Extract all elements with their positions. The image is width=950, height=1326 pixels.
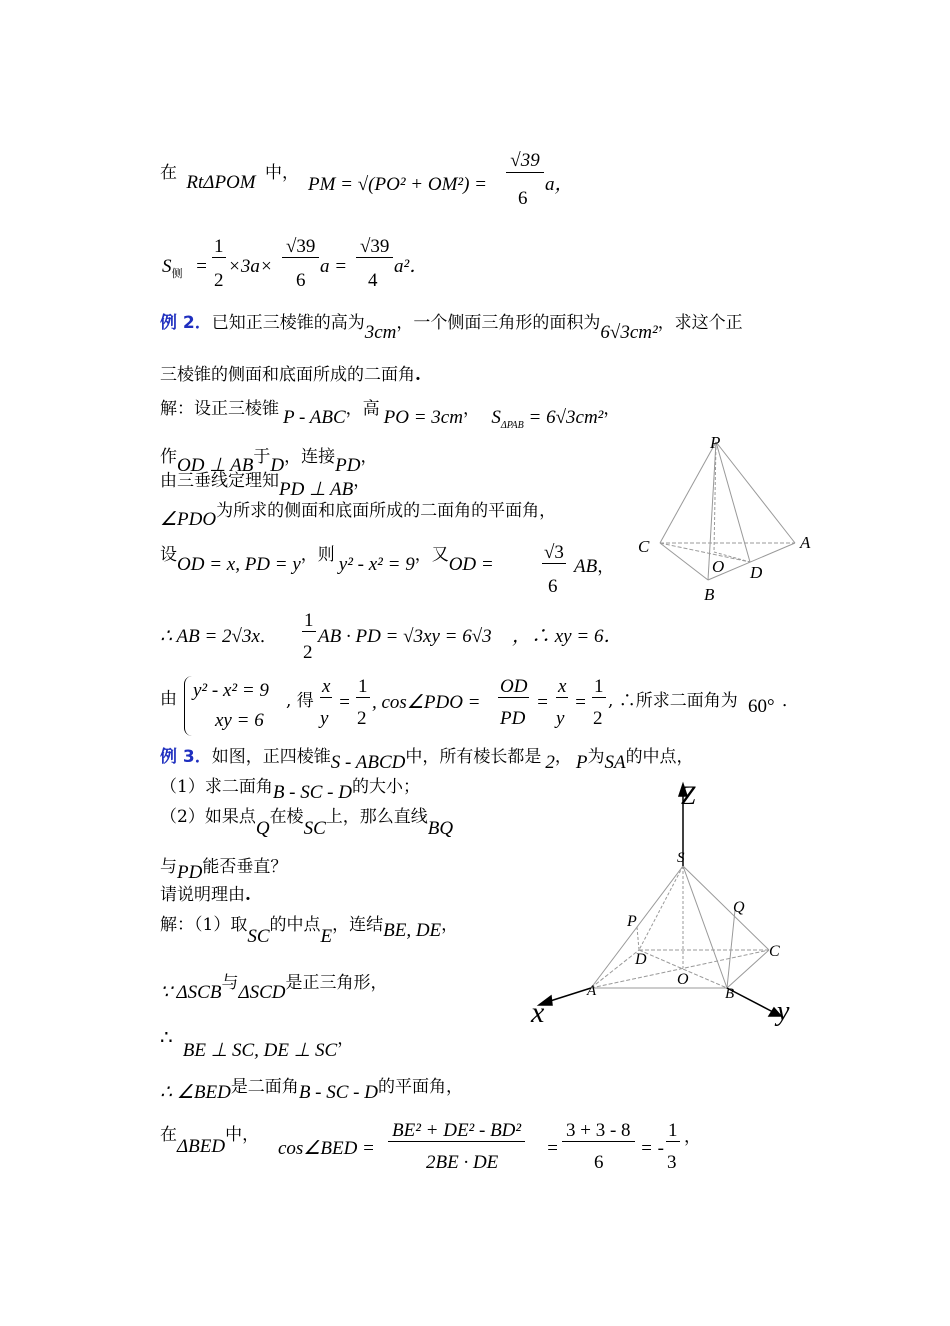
- text: 为所求的侧面和底面所成的二面角的平面角，: [216, 501, 557, 521]
- math: AB · PD = √3xy = 6√3: [318, 626, 492, 647]
- math: $S_{\Delta PAB} = 6√3cm^2$: [491, 407, 604, 431]
- math-a-eq: a =: [320, 256, 348, 277]
- edge-pd: [716, 442, 750, 562]
- math: ∵ ΔSCB: [160, 982, 222, 1003]
- math: PD: [177, 862, 203, 883]
- example-3-line1: [160, 746, 694, 773]
- label-d: D: [750, 563, 763, 582]
- math: P - ABC: [283, 407, 346, 428]
- math: ∴ ∠BED: [160, 1082, 231, 1103]
- math: ΔSCD: [238, 982, 286, 1003]
- label-o: O: [712, 557, 725, 576]
- label-p: P: [710, 433, 721, 452]
- text: 在: [160, 163, 177, 183]
- frac-den: 2: [593, 708, 603, 729]
- text: ，: [360, 447, 378, 467]
- frac-num: 1: [358, 676, 368, 697]
- equation-system: [182, 676, 269, 736]
- math-a: a，: [545, 174, 574, 195]
- frac-den: 6: [594, 1152, 604, 1173]
- math: OD ⊥ AB: [177, 455, 254, 476]
- edge-cd: [660, 543, 750, 562]
- math: S - ABCD: [330, 752, 406, 773]
- text: ，则: [300, 545, 335, 565]
- math-pm-expr: PM = √(PO² + OM²) =: [308, 174, 487, 195]
- text: 的中点，: [625, 747, 694, 767]
- frac-num: OD: [500, 676, 528, 697]
- text: 中，: [225, 1125, 260, 1145]
- text: （1）求二面角: [160, 777, 273, 797]
- text: 三棱锥的侧面和底面所成的二面角: [160, 365, 415, 385]
- sol2-line6: [160, 626, 277, 648]
- math: 60°: [748, 696, 775, 717]
- frac-denominator: 6: [518, 188, 528, 209]
- text: 作: [160, 447, 177, 467]
- frac-num: 1: [668, 1120, 678, 1141]
- frac-den: 2BE · DE: [426, 1152, 499, 1173]
- math: PD: [335, 455, 361, 476]
- math: ΔBED: [177, 1136, 226, 1157]
- sol2-line3: [160, 470, 371, 500]
- text: ．: [259, 627, 277, 647]
- math: BE ⊥ SC, DE ⊥ SC: [182, 1040, 338, 1061]
- math-times: ×3a×: [228, 256, 273, 277]
- frac-den: 6: [296, 270, 306, 291]
- label-c: C: [638, 537, 650, 556]
- math: =: [338, 692, 351, 713]
- label-x: x: [531, 996, 545, 1029]
- math-eq: =: [195, 256, 208, 277]
- math: Q: [255, 818, 270, 839]
- frac-den: 3: [667, 1152, 677, 1173]
- label-b: B: [725, 986, 735, 1002]
- frac-num: √39: [356, 236, 393, 258]
- example-2-line2: [160, 364, 421, 386]
- text: ，高: [345, 399, 380, 419]
- math-a2: a²．: [394, 256, 429, 277]
- sol3-line1: [160, 914, 459, 947]
- text: 中，所有棱长都是: [405, 747, 542, 767]
- example-label: 例 3．: [160, 747, 212, 767]
- x-axis: [547, 988, 591, 1002]
- frac-num: 1: [214, 236, 224, 257]
- sol2-line1: [160, 398, 621, 431]
- math: ，∴ xy = 6．: [512, 626, 623, 647]
- math: cos∠BED =: [278, 1138, 375, 1159]
- label-z: Z: [681, 781, 696, 810]
- text: ，连结: [332, 915, 384, 935]
- frac-num: 1: [594, 676, 604, 697]
- text: 与: [160, 857, 177, 877]
- math: y² - x² = 9: [193, 680, 269, 701]
- text: 能否垂直？: [202, 857, 288, 877]
- text: 与: [221, 973, 239, 993]
- sol3-line4: [160, 1076, 463, 1103]
- text: ，: [441, 915, 459, 935]
- example-2-line1: [160, 312, 743, 343]
- line-pm: [160, 162, 300, 193]
- label-b: B: [704, 585, 715, 604]
- math: ∠PDO: [160, 509, 217, 530]
- math: = -: [640, 1138, 664, 1159]
- label-y: y: [777, 996, 790, 1027]
- sol2-line4: [160, 500, 557, 530]
- text: 的大小；: [351, 777, 420, 797]
- edge-sd: [639, 866, 683, 950]
- text: ，: [554, 747, 572, 767]
- math: =: [574, 692, 587, 713]
- math: SA: [604, 752, 626, 773]
- math: xy = 6: [215, 710, 264, 731]
- text: 在棱: [269, 807, 304, 827]
- label-a: A: [587, 983, 597, 999]
- text: ，: [603, 399, 621, 419]
- label-d: D: [635, 951, 647, 968]
- edge-bc: [727, 950, 769, 988]
- label-a: A: [800, 533, 811, 552]
- text: 是正三角形，: [285, 973, 388, 993]
- text: , ∴所求二面角为: [608, 691, 738, 711]
- question-2: [160, 806, 454, 839]
- sol3-line3: [160, 1025, 355, 1061]
- text: 上，那么直线: [325, 807, 428, 827]
- edge-bq: [727, 910, 735, 988]
- frac-num: 1: [304, 610, 314, 631]
- frac-den: 2: [214, 270, 224, 291]
- text: 于: [253, 447, 271, 467]
- sol2-line2: [160, 446, 378, 476]
- text: ，: [462, 399, 480, 419]
- math: E: [320, 926, 333, 947]
- text: 为: [587, 747, 605, 767]
- math: ∴ AB = 2√3x: [160, 626, 260, 647]
- math: D: [270, 455, 285, 476]
- math: PD ⊥ AB: [279, 479, 354, 500]
- frac-num: x: [558, 676, 567, 697]
- frac-num: x: [322, 676, 331, 697]
- math: 2: [545, 752, 555, 773]
- text: ∴: [160, 1025, 173, 1049]
- label-s: S: [677, 850, 685, 866]
- pyramid-figure-1: [630, 430, 820, 605]
- sol2-line7-lead: 由: [160, 689, 177, 709]
- math: , cos∠PDO =: [372, 692, 481, 713]
- brace: [184, 676, 269, 736]
- math: =: [536, 692, 549, 713]
- text: 已知正三棱锥的高为: [211, 313, 365, 333]
- edge-sb: [683, 866, 727, 988]
- frac-den: 6: [548, 576, 558, 597]
- text: 是二面角: [230, 1077, 299, 1097]
- frac-num: √3: [544, 542, 564, 563]
- math: OD =: [448, 554, 494, 575]
- text: 由三垂线定理知: [160, 471, 279, 491]
- text: 的中点: [269, 915, 321, 935]
- math: B - SC - D: [272, 782, 352, 803]
- edge-sc: [683, 866, 769, 950]
- math-rt-pom: RtΔPOM: [186, 172, 256, 193]
- edge-pa: [716, 442, 795, 543]
- math: SC: [247, 926, 270, 947]
- frac-den: 2: [303, 642, 313, 663]
- frac-den: PD: [500, 708, 526, 729]
- text: ，: [337, 1029, 355, 1049]
- math-s: $S_侧$: [162, 256, 183, 280]
- text: 的平面角，: [377, 1077, 463, 1097]
- text: ．: [782, 691, 799, 711]
- text: 如图，正四棱锥: [211, 747, 331, 767]
- text: 请说明理由: [160, 885, 245, 905]
- text: .: [245, 885, 251, 905]
- math: 3cm: [364, 322, 397, 343]
- text: ，一个侧面三角形的面积为: [396, 313, 601, 333]
- math: AB，: [574, 556, 615, 577]
- text: .: [415, 365, 421, 385]
- text: 设: [160, 545, 177, 565]
- frac-numerator: √39: [500, 150, 550, 173]
- text: ，: [353, 471, 371, 491]
- text: ，又: [414, 545, 449, 565]
- frac-den: 4: [368, 270, 378, 291]
- math: SC: [303, 818, 326, 839]
- sol2-line5: [160, 544, 494, 575]
- example-label: 例 2．: [160, 313, 212, 333]
- frac-num: BE² + DE² - BD²: [388, 1120, 525, 1142]
- math: =: [546, 1138, 559, 1159]
- math: P: [575, 752, 588, 773]
- label-q: Q: [733, 899, 745, 916]
- math: y² - x² = 9: [338, 554, 415, 575]
- frac-num: √39: [282, 236, 319, 258]
- frac-den: y: [320, 708, 329, 729]
- sol3-line5: [160, 1124, 260, 1157]
- label-c: C: [769, 943, 780, 960]
- question-2-reason: [160, 884, 251, 906]
- text: 中，: [265, 163, 300, 183]
- frac-den: 2: [357, 708, 367, 729]
- text: ，连接: [284, 447, 336, 467]
- edge-pd: [637, 927, 639, 950]
- frac-den: y: [556, 708, 565, 729]
- sol3-line2: [160, 972, 388, 1003]
- label-o: O: [677, 971, 689, 988]
- text: 解：（1）取: [160, 915, 248, 935]
- text: 解：设正三棱锥: [160, 399, 279, 419]
- text: ，求这个正: [657, 313, 743, 333]
- math: PO = 3cm: [383, 407, 463, 428]
- math: BE, DE: [383, 920, 442, 941]
- math: B - SC - D: [298, 1082, 378, 1103]
- text: , 得: [286, 691, 314, 711]
- pyramid-figure-2: [525, 780, 815, 1030]
- math: OD = x, PD = y: [177, 554, 301, 575]
- text: 在: [160, 1125, 177, 1145]
- question-2-cont: [160, 856, 288, 883]
- question-1: [160, 776, 420, 803]
- math: 6√3cm²: [600, 322, 658, 343]
- edge-pc: [660, 442, 716, 543]
- text: （2）如果点: [160, 807, 256, 827]
- label-p: P: [627, 913, 637, 930]
- text: ，: [684, 1127, 701, 1147]
- frac-num: 3 + 3 - 8: [562, 1120, 635, 1142]
- math: BQ: [427, 818, 454, 839]
